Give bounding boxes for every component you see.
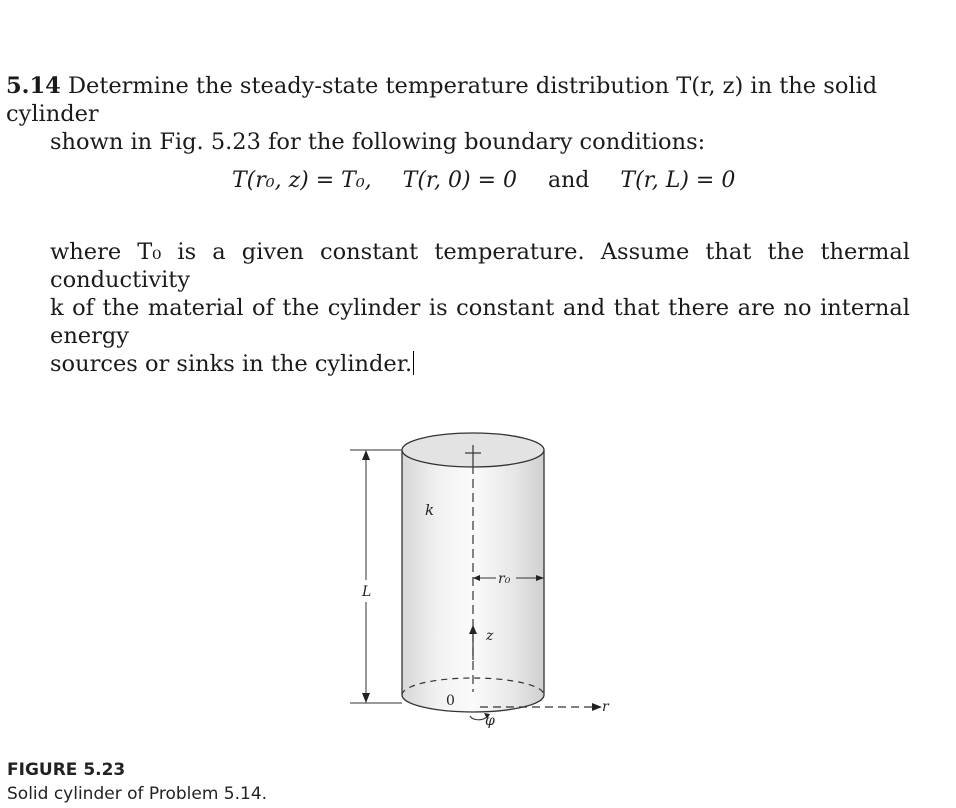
where-line-3: sources or sinks in the cylinder. xyxy=(50,351,413,377)
where-paragraph xyxy=(50,238,910,378)
k-label: k xyxy=(425,501,435,519)
bc-connector: and xyxy=(548,168,590,193)
where-line-3-wrap xyxy=(50,350,910,378)
problem-number: 5.14 xyxy=(6,73,61,99)
where-line-2: k of the material of the cylinder is constant and that there are no internal energy xyxy=(50,295,910,349)
text-cursor xyxy=(413,351,414,375)
bc-1: T(r₀, z) = T₀, xyxy=(232,168,372,193)
L-label: L xyxy=(362,584,372,600)
problem-text-line2: shown in Fig. 5.23 for the following boundary conditions: xyxy=(50,129,706,155)
r0-label: r₀ xyxy=(498,571,511,587)
origin-label: 0 xyxy=(446,693,455,709)
where-line-1: where T₀ is a given constant temperature. Assume that the thermal conductivity xyxy=(50,239,910,293)
problem-line-1 xyxy=(6,72,911,128)
figure-caption xyxy=(7,758,267,806)
z-label: z xyxy=(486,628,494,644)
problem-statement xyxy=(6,72,911,156)
caption-text: Solid cylinder of Problem 5.14. xyxy=(7,784,268,804)
bc-3: T(r, L) = 0 xyxy=(620,168,736,193)
problem-line-2 xyxy=(6,128,911,156)
cylinder-figure xyxy=(330,420,650,750)
caption-title: FIGURE 5.23 xyxy=(7,760,126,780)
problem-text-line1: Determine the steady-state temperature distribution T(r, z) in the solid cylinder xyxy=(6,73,878,127)
r-label: r xyxy=(602,699,609,715)
phi-label: φ xyxy=(485,713,495,729)
boundary-conditions xyxy=(232,168,735,193)
bc-2: T(r, 0) = 0 xyxy=(402,168,518,193)
